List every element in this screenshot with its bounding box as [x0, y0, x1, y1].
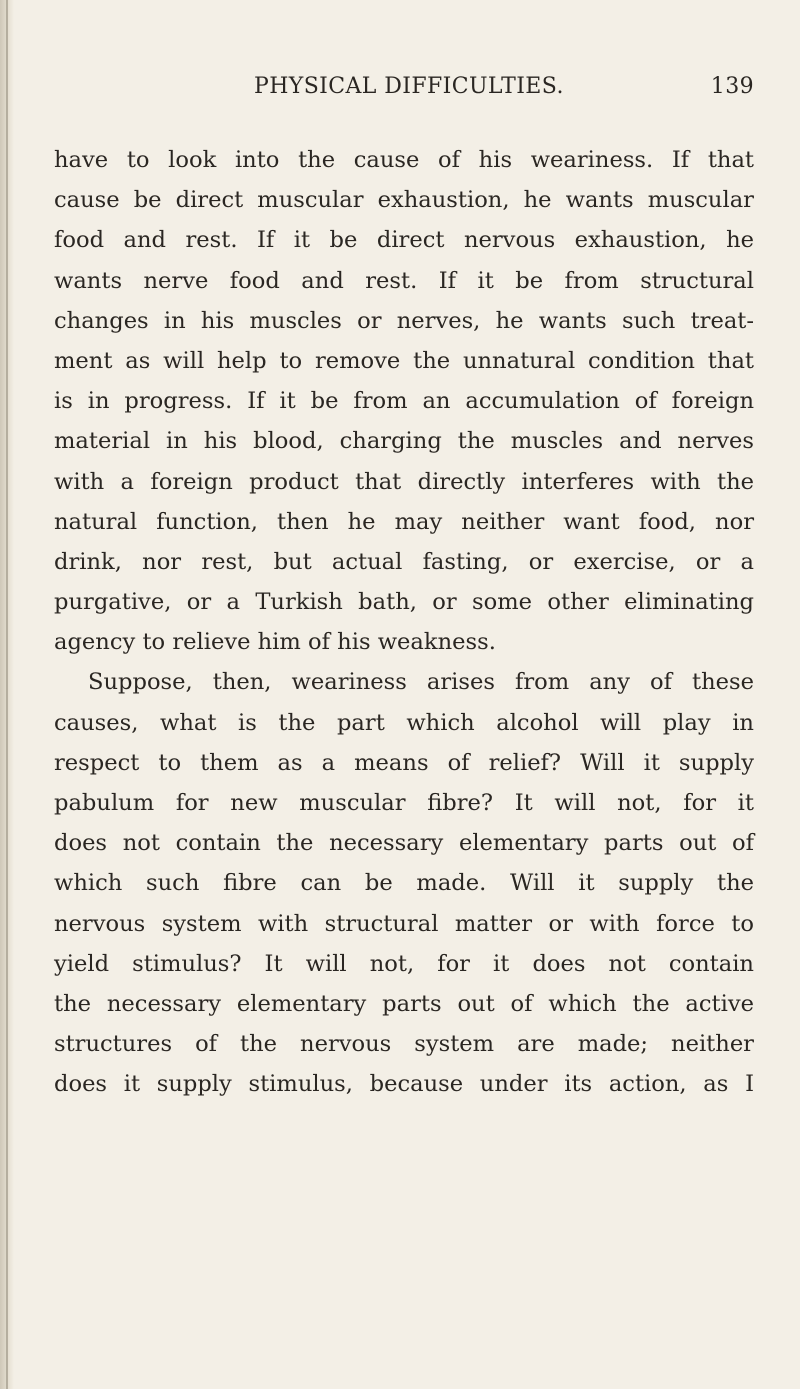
text-line: with a foreign product that directly interferes with the	[54, 468, 754, 495]
text-line: Suppose, then, weariness arises from any of these	[88, 669, 754, 696]
text-line: drink, nor rest, but actual fasting, or exercise, or a	[54, 548, 754, 575]
page-gutter-shadow	[0, 0, 14, 1389]
text-line: does it supply stimulus, because under its action, as I	[54, 1071, 754, 1098]
text-line: natural function, then he may neither want food, nor	[54, 508, 754, 535]
text-line: agency to relieve him of his weakness.	[54, 629, 496, 656]
text-line: does not contain the necessary elementary parts out of	[54, 830, 754, 857]
text-line: is in progress. If it be from an accumulation of foreign	[54, 388, 754, 415]
running-title: PHYSICAL DIFFICULTIES.	[254, 74, 564, 99]
text-line: food and rest. If it be direct nervous exhaustion, he	[54, 227, 754, 254]
text-line: cause be direct muscular exhaustion, he wants muscular	[54, 187, 754, 214]
text-line: structures of the nervous system are made; neither	[54, 1031, 754, 1058]
text-line: which such fibre can be made. Will it supply the	[54, 870, 754, 897]
text-line: the necessary elementary parts out of which the active	[54, 990, 754, 1017]
body-text	[54, 140, 754, 1105]
text-line: changes in his muscles or nerves, he wants such treat-	[54, 307, 754, 334]
text-line: purgative, or a Turkish bath, or some other eliminating	[54, 589, 754, 616]
text-line: causes, what is the part which alcohol will play in	[54, 709, 754, 736]
binding-edge	[6, 0, 8, 1389]
text-line: yield stimulus? It will not, for it does not contain	[54, 950, 754, 977]
text-line: have to look into the cause of his weariness. If that	[54, 147, 754, 173]
page-number: 139	[710, 74, 754, 99]
text-line: material in his blood, charging the muscles and nerves	[54, 428, 754, 455]
text-line: respect to them as a means of relief? Will it supply	[54, 749, 754, 776]
text-line: nervous system with structural matter or with force to	[54, 910, 754, 937]
text-line: wants nerve food and rest. If it be from structural	[54, 267, 754, 294]
text-line: ment as will help to remove the unnatural condition that	[54, 347, 754, 374]
text-line: pabulum for new muscular fibre? It will not, for it	[54, 790, 754, 816]
